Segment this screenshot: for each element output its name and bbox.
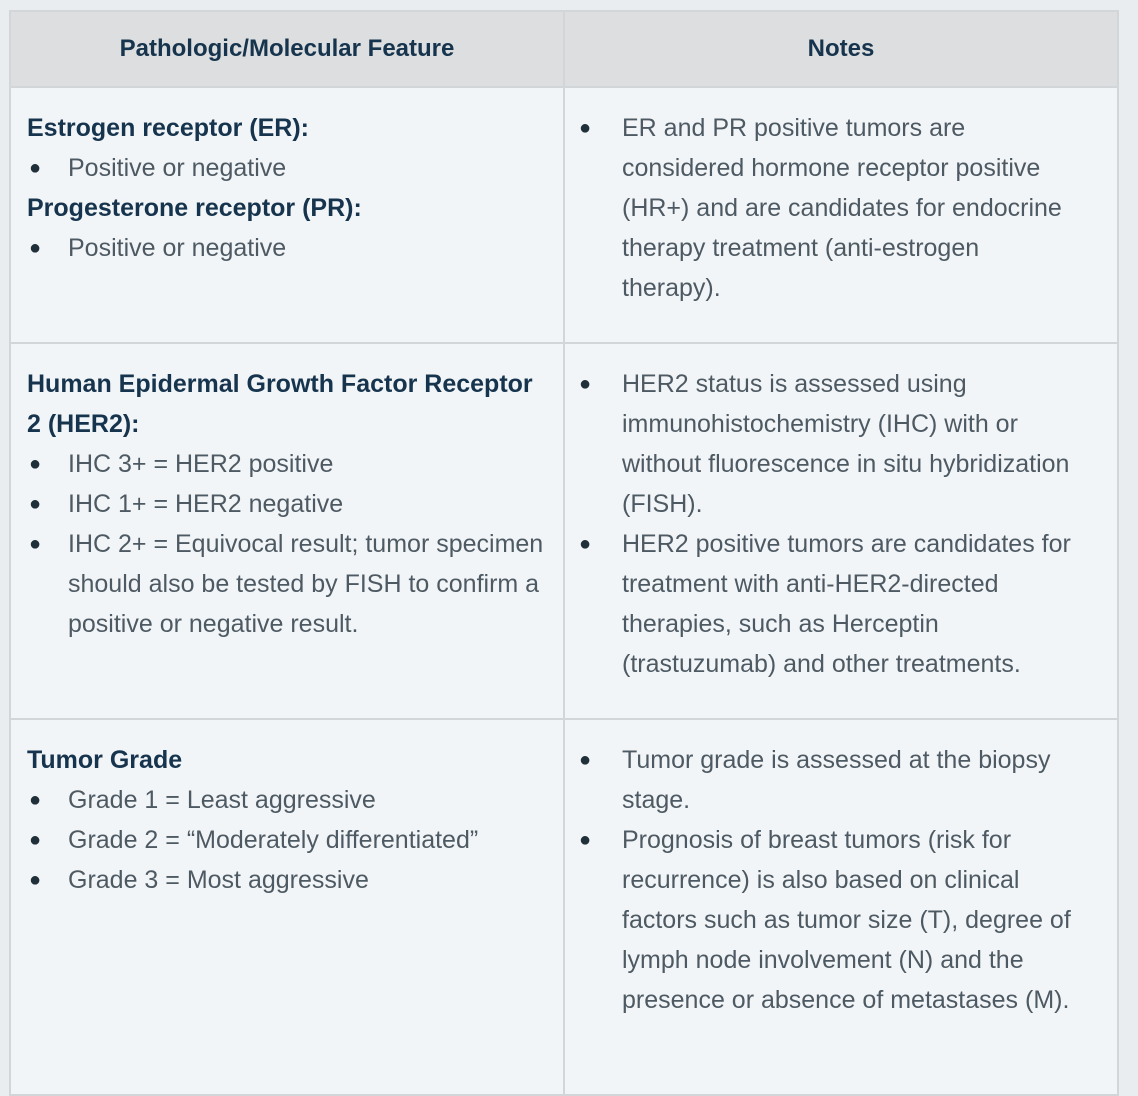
bullet-icon: ● — [29, 157, 42, 179]
feature-heading: Tumor Grade — [27, 746, 183, 774]
list-item-text: Positive or negative — [68, 154, 287, 182]
list-item — [575, 740, 1077, 820]
column-header-feature: Pathologic/Molecular Feature — [10, 11, 564, 87]
bullet-icon: ● — [579, 533, 592, 555]
table-row — [10, 87, 1118, 343]
bullet-icon: ● — [29, 829, 42, 851]
feature-heading: Estrogen receptor (ER): — [27, 114, 309, 142]
table-row — [10, 343, 1118, 719]
list-item-text: IHC 3+ = HER2 positive — [68, 450, 334, 478]
list-item — [27, 780, 547, 820]
feature-list — [27, 444, 547, 644]
note-text: HER2 positive tumors are candidates for treatment with anti-HER2-directed therapies, such as Herceptin (trastuzumab) and other treatments. — [622, 530, 1071, 678]
note-text: Tumor grade is assessed at the biopsy stage. — [622, 746, 1051, 814]
notes-list — [575, 108, 1077, 308]
table-header-row — [10, 11, 1118, 87]
list-item-text: IHC 1+ = HER2 negative — [68, 490, 344, 518]
feature-list — [27, 228, 547, 268]
feature-list — [27, 148, 547, 188]
bullet-icon: ● — [29, 453, 42, 475]
feature-heading: Human Epidermal Growth Factor Receptor 2 (HER2): — [27, 370, 533, 438]
bullet-icon: ● — [29, 237, 42, 259]
notes-cell — [564, 87, 1118, 343]
notes-list — [575, 364, 1077, 684]
list-item — [27, 860, 547, 900]
list-item — [27, 444, 547, 484]
notes-list — [575, 740, 1077, 1020]
feature-cell — [10, 87, 564, 343]
note-text: HER2 status is assessed using immunohistochemistry (IHC) with or without fluorescence in situ hybridization (FISH). — [622, 370, 1070, 518]
list-item-text: IHC 2+ = Equivocal result; tumor specimen should also be tested by FISH to confirm a positive or negative result. — [68, 530, 544, 638]
list-item — [27, 228, 547, 268]
feature-table — [9, 10, 1119, 1096]
list-item — [575, 108, 1077, 308]
bullet-icon: ● — [29, 789, 42, 811]
bullet-icon: ● — [579, 749, 592, 771]
feature-cell — [10, 719, 564, 1095]
feature-cell — [10, 343, 564, 719]
column-header-notes: Notes — [564, 11, 1118, 87]
feature-list — [27, 780, 547, 900]
list-item — [575, 364, 1077, 524]
notes-cell — [564, 343, 1118, 719]
note-text: ER and PR positive tumors are considered hormone receptor positive (HR+) and are candidates for endocrine therapy treatment (anti-estrogen therapy). — [622, 114, 1062, 302]
list-item — [27, 148, 547, 188]
feature-table-container — [9, 10, 1117, 1030]
list-item — [575, 820, 1077, 1020]
note-text: Prognosis of breast tumors (risk for recurrence) is also based on clinical factors such as tumor size (T), degree of lymph node involvement (N) and the presence or absence of metastases (M). — [622, 826, 1071, 1014]
bullet-icon: ● — [579, 373, 592, 395]
bullet-icon: ● — [29, 493, 42, 515]
bullet-icon: ● — [29, 869, 42, 891]
feature-heading: Progesterone receptor (PR): — [27, 194, 362, 222]
bullet-icon: ● — [29, 533, 42, 555]
table-row — [10, 719, 1118, 1095]
list-item — [27, 484, 547, 524]
list-item-text: Grade 3 = Most aggressive — [68, 866, 369, 894]
notes-cell — [564, 719, 1118, 1095]
list-item-text: Grade 2 = “Moderately differentiated” — [68, 826, 479, 854]
list-item-text: Grade 1 = Least aggressive — [68, 786, 376, 814]
bullet-icon: ● — [579, 117, 592, 139]
bullet-icon: ● — [579, 829, 592, 851]
list-item-text: Positive or negative — [68, 234, 287, 262]
list-item — [27, 524, 547, 644]
list-item — [27, 820, 547, 860]
list-item — [575, 524, 1077, 684]
